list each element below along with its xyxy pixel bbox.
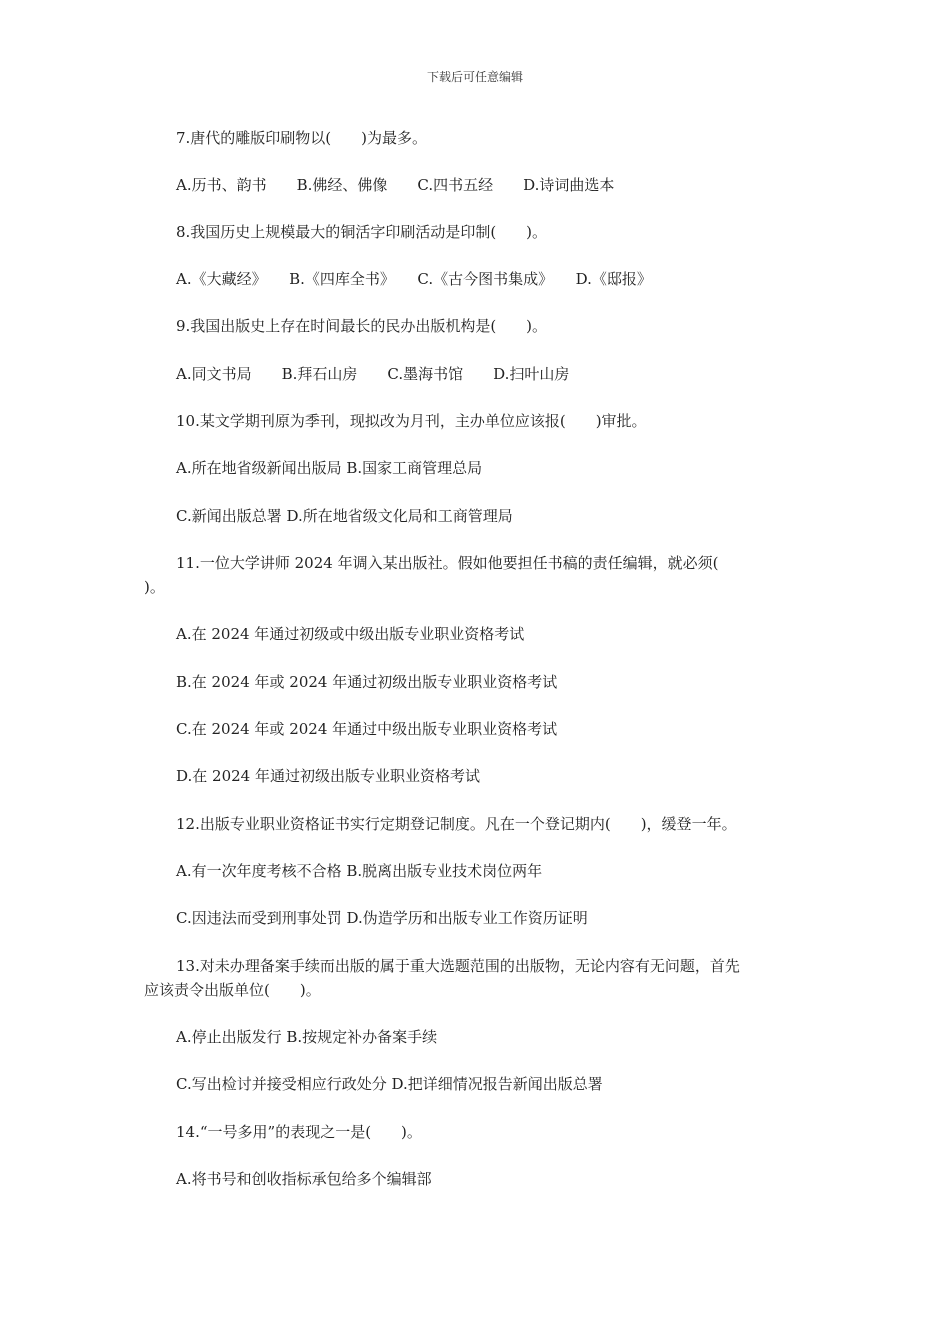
question-11-option-c: C.在 2024 年或 2024 年通过中级出版专业职业资格考试 <box>176 720 558 738</box>
question-11-option-b: B.在 2024 年或 2024 年通过初级出版专业职业资格考试 <box>176 673 558 691</box>
page-header: 下载后可任意编辑 <box>426 70 523 84</box>
question-13-continuation: 应该责令出版单位( )。 <box>144 981 321 999</box>
question-11-continuation: )。 <box>144 578 165 596</box>
question-12-options-cd: C.因违法而受到刑事处罚 D.伪造学历和出版专业工作资历证明 <box>176 909 588 927</box>
question-12: 12.出版专业职业资格证书实行定期登记制度。凡在一个登记期内( )，缓登一年。 <box>176 815 737 833</box>
question-7-options: A.历书、韵书 B.佛经、佛像 C.四书五经 D.诗词曲选本 <box>176 176 615 194</box>
question-9: 9.我国出版史上存在时间最长的民办出版机构是( )。 <box>176 317 548 335</box>
question-11-option-d: D.在 2024 年通过初级出版专业职业资格考试 <box>176 767 480 785</box>
question-13-options-ab: A.停止出版发行 B.按规定补办备案手续 <box>176 1028 438 1046</box>
question-13: 13.对未办理备案手续而出版的属于重大选题范围的出版物，无论内容有无问题，首先 <box>176 957 740 975</box>
question-9-options: A.同文书局 B.拜石山房 C.墨海书馆 D.扫叶山房 <box>176 365 570 383</box>
question-13-options-cd: C.写出检讨并接受相应行政处分 D.把详细情况报告新闻出版总署 <box>176 1075 603 1093</box>
question-10-options-ab: A.所在地省级新闻出版局 B.国家工商管理总局 <box>176 459 483 477</box>
question-10-options-cd: C.新闻出版总署 D.所在地省级文化局和工商管理局 <box>176 507 513 525</box>
question-7: 7.唐代的雕版印刷物以( )为最多。 <box>176 129 428 147</box>
question-8-options: A.《大藏经》 B.《四库全书》 C.《古今图书集成》 D.《邸报》 <box>176 270 652 288</box>
question-8: 8.我国历史上规模最大的铜活字印刷活动是印制( )。 <box>176 223 548 241</box>
question-11-option-a: A.在 2024 年通过初级或中级出版专业职业资格考试 <box>176 625 525 643</box>
question-14: 14.“一号多用”的表现之一是( )。 <box>176 1123 422 1141</box>
question-11: 11.一位大学讲师 2024 年调入某出版社。假如他要担任书稿的责任编辑，就必须( <box>176 554 719 572</box>
question-14-option-a: A.将书号和创收指标承包给多个编辑部 <box>176 1170 432 1188</box>
question-10: 10.某文学期刊原为季刊，现拟改为月刊，主办单位应该报( )审批。 <box>176 412 647 430</box>
question-12-options-ab: A.有一次年度考核不合格 B.脱离出版专业技术岗位两年 <box>176 862 543 880</box>
